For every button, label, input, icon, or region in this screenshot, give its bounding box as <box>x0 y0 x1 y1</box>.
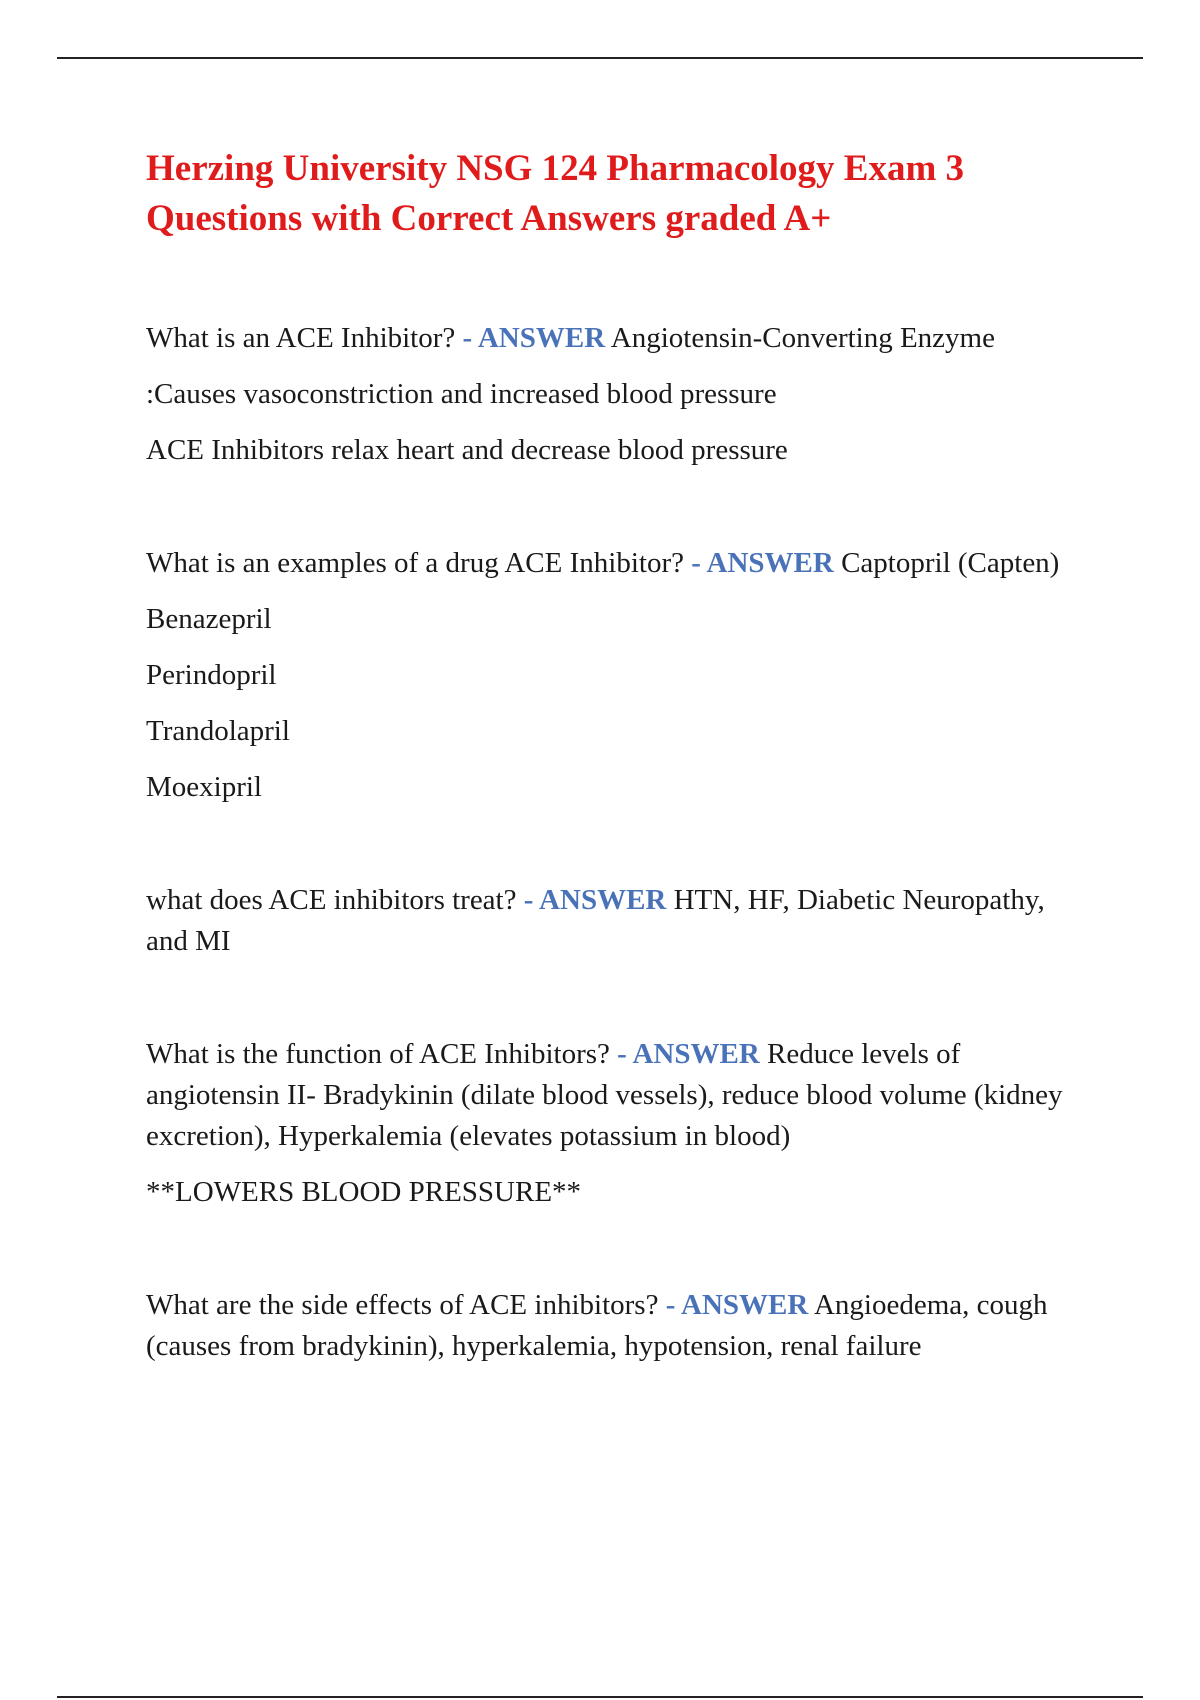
answer-extra-line: Moexipril <box>146 771 262 803</box>
answer-extra-line: Trandolapril <box>146 715 290 747</box>
question-text: What is the function of ACE Inhibitors? <box>146 1038 610 1070</box>
top-rule <box>57 57 1143 59</box>
answer-label: - ANSWER <box>523 884 667 916</box>
bottom-rule <box>57 1696 1143 1698</box>
answer-text: Captopril (Capten) <box>841 547 1060 579</box>
answer-text: Angiotensin-Converting Enzyme <box>610 322 995 354</box>
answer-text: Reduce levels of angiotensin II- Bradykinin (dilate blood vessels), reduce blood volume (kidney excretion), Hyperkalemia (elevates potassium in blood) <box>146 1038 1063 1152</box>
qa-item <box>146 1034 1086 1213</box>
answer-extra-line: Benazepril <box>146 603 272 635</box>
document-body <box>146 144 1086 1367</box>
qa-item <box>146 543 1086 808</box>
answer-extra-line: Perindopril <box>146 659 277 691</box>
question-text: What is an examples of a drug ACE Inhibitor? <box>146 547 684 579</box>
document-title: Herzing University NSG 124 Pharmacology Exam 3 Questions with Correct Answers graded A+ <box>146 148 965 239</box>
answer-label: - ANSWER <box>617 1038 760 1070</box>
qa-question-line <box>146 1285 1086 1367</box>
answer-label: - ANSWER <box>691 547 834 579</box>
qa-question-line <box>146 880 1086 962</box>
answer-label: - ANSWER <box>462 322 606 354</box>
qa-item <box>146 1285 1086 1367</box>
qa-item <box>146 318 1086 471</box>
qa-question-line <box>146 543 1086 584</box>
answer-extra-line: :Causes vasoconstriction and increased blood pressure <box>146 378 777 410</box>
answer-text: Angioedema, cough (causes from bradykinin), hyperkalemia, hypotension, renal failure <box>146 1289 1048 1362</box>
answer-label: - ANSWER <box>665 1289 809 1321</box>
question-text: What are the side effects of ACE inhibitors? <box>146 1289 659 1321</box>
answer-text: HTN, HF, Diabetic Neuropathy, and MI <box>146 884 1045 957</box>
answer-extra-line: ACE Inhibitors relax heart and decrease blood pressure <box>146 434 788 466</box>
qa-item <box>146 880 1086 962</box>
question-text: What is an ACE Inhibitor? <box>146 322 456 354</box>
answer-extra-line: **LOWERS BLOOD PRESSURE** <box>146 1176 582 1208</box>
qa-question-line <box>146 1034 1086 1157</box>
question-text: what does ACE inhibitors treat? <box>146 884 517 916</box>
qa-question-line <box>146 318 1086 359</box>
